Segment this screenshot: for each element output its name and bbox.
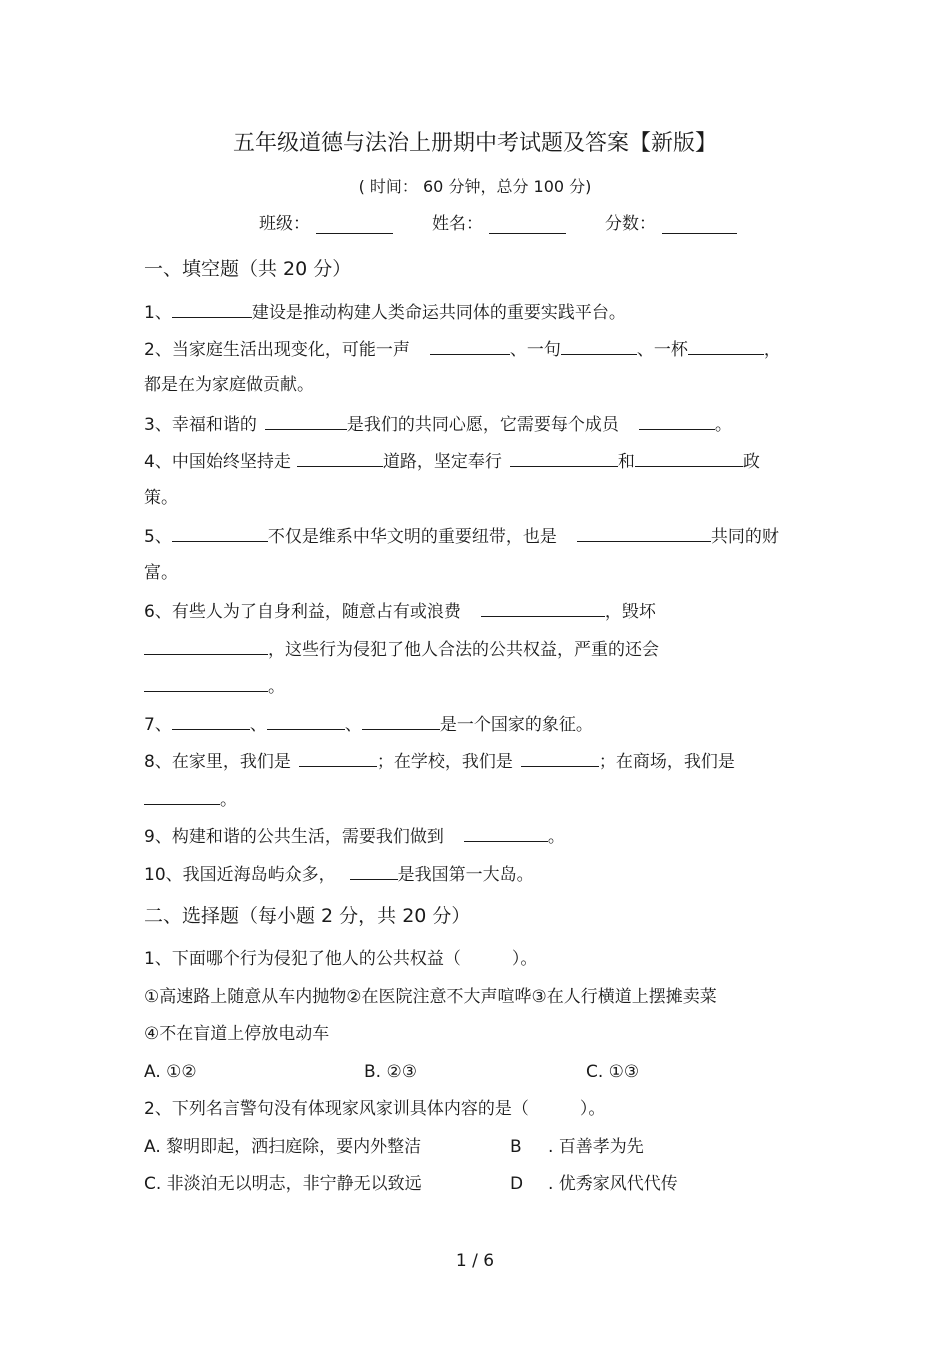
q8-text-d: 。 bbox=[220, 790, 237, 810]
q9-blank[interactable] bbox=[464, 824, 548, 842]
q2-blank-1[interactable] bbox=[430, 337, 510, 355]
q7-blank-3[interactable] bbox=[362, 712, 440, 730]
q5-blank-1[interactable] bbox=[172, 524, 268, 542]
q6-blank-2[interactable] bbox=[144, 637, 268, 655]
q4-text-d: 政 bbox=[742, 452, 760, 472]
q3-blank-1[interactable] bbox=[265, 412, 347, 430]
score-field[interactable] bbox=[662, 232, 737, 234]
q5-prefix: 5、 bbox=[144, 527, 172, 547]
q7-line bbox=[144, 712, 593, 736]
q1-prefix: 1、 bbox=[144, 303, 172, 323]
q6-text-d: 。 bbox=[268, 677, 285, 697]
q3-blank-2[interactable] bbox=[639, 412, 715, 430]
q4-text-b: 道路，坚定奉行 bbox=[382, 452, 502, 472]
q8-blank-2[interactable] bbox=[521, 749, 599, 767]
q4-text-c: 和 bbox=[617, 452, 635, 472]
q8-blank-3[interactable] bbox=[144, 787, 220, 805]
q10-blank[interactable] bbox=[350, 862, 398, 880]
q4-line-2: 策。 bbox=[144, 488, 178, 508]
q1-text: 建设是推动构建人类命运共同体的重要实践平台。 bbox=[251, 303, 626, 323]
q8-line bbox=[144, 749, 735, 773]
q5-line-2: 富。 bbox=[144, 563, 178, 583]
q4-blank-2[interactable] bbox=[510, 449, 618, 467]
mc1-option-a[interactable]: A. ①② bbox=[144, 1062, 197, 1082]
q10-line bbox=[144, 862, 534, 886]
q1-line bbox=[144, 300, 626, 324]
q5-text-b: 不仅是维系中华文明的重要纽带，也是 bbox=[267, 527, 557, 547]
q4-blank-1[interactable] bbox=[297, 449, 383, 467]
q6-blank-3[interactable] bbox=[144, 674, 268, 692]
page-number: 1 / 6 bbox=[455, 1251, 495, 1271]
q6-text-c: ，这些行为侵犯了他人合法的公共权益，严重的还会 bbox=[268, 640, 659, 660]
q8-blank-1[interactable] bbox=[299, 749, 377, 767]
q9-text-a: 9、构建和谐的公共生活，需要我们做到 bbox=[144, 827, 444, 847]
q4-line bbox=[144, 449, 760, 473]
q3-line bbox=[144, 412, 732, 436]
q7-text: 是一个国家的象征。 bbox=[439, 715, 593, 735]
q2-line-2: 都是在为家庭做贡献。 bbox=[144, 375, 314, 395]
mc1-stem: 1、下面哪个行为侵犯了他人的公共权益（ ）。 bbox=[144, 949, 538, 969]
q10-text-a: 10、我国近海岛屿众多， bbox=[144, 865, 336, 885]
mc2-option-d-text[interactable]: . 优秀家风代代传 bbox=[548, 1174, 678, 1194]
mc2-stem: 2、下列名言警句没有体现家风家训具体内容的是（ ）。 bbox=[144, 1099, 606, 1119]
mc2-option-b-letter[interactable]: B bbox=[510, 1137, 522, 1157]
q6-line bbox=[144, 599, 656, 623]
q3-text-b: 是我们的共同心愿，它需要每个成员 bbox=[346, 415, 619, 435]
mc2-option-b-text[interactable]: . 百善孝为先 bbox=[548, 1137, 644, 1157]
q8-line-2 bbox=[144, 787, 237, 811]
q8-text-c: ；在商场，我们是 bbox=[598, 752, 735, 772]
q9-text-b: 。 bbox=[547, 827, 565, 847]
q5-text-c: 共同的财 bbox=[710, 527, 779, 547]
q5-blank-2[interactable] bbox=[577, 524, 711, 542]
mc2-option-a[interactable]: A. 黎明即起，洒扫庭除，要内外整洁 bbox=[144, 1137, 422, 1157]
exam-title: 五年级道德与法治上册期中考试题及答案【新版】 bbox=[232, 131, 717, 156]
q7-blank-2[interactable] bbox=[267, 712, 345, 730]
class-field[interactable] bbox=[316, 232, 393, 234]
name-field[interactable] bbox=[489, 232, 566, 234]
mc1-statements-2: ④不在盲道上停放电动车 bbox=[144, 1024, 330, 1044]
section2-heading: 二、选择题（每小题 2 分，共 20 分） bbox=[144, 905, 471, 927]
q2-line bbox=[144, 337, 781, 361]
mc1-option-c[interactable]: C. ①③ bbox=[586, 1062, 640, 1082]
exam-subtitle: ( 时间： 60 分钟，总分 100 分) bbox=[358, 177, 592, 196]
q1-blank[interactable] bbox=[172, 300, 252, 318]
mc1-statements-1: ①高速路上随意从车内抛物②在医院注意不大声喧哗③在人行横道上摆摊卖菜 bbox=[144, 987, 717, 1007]
q2-blank-3[interactable] bbox=[688, 337, 764, 355]
mc2-option-d-letter[interactable]: D bbox=[510, 1174, 524, 1194]
q2-text-c: 、一杯 bbox=[636, 340, 688, 360]
mc2-option-c[interactable]: C. 非淡泊无以明志，非宁静无以致远 bbox=[144, 1174, 422, 1194]
q9-line bbox=[144, 824, 565, 848]
q2-blank-2[interactable] bbox=[561, 337, 637, 355]
class-label: 班级： bbox=[259, 214, 310, 234]
q6-line-3 bbox=[144, 674, 285, 698]
q8-text-b: ；在学校，我们是 bbox=[376, 752, 513, 772]
q7-sep-1: 、 bbox=[249, 715, 267, 735]
q6-text-a: 6、有些人为了自身利益，随意占有或浪费 bbox=[144, 602, 461, 622]
mc1-option-b[interactable]: B. ②③ bbox=[364, 1062, 417, 1082]
q5-line bbox=[144, 524, 779, 548]
q6-blank-1[interactable] bbox=[481, 599, 605, 617]
q3-text-a: 3、幸福和谐的 bbox=[144, 415, 257, 435]
q7-prefix: 7、 bbox=[144, 715, 172, 735]
q10-text-b: 是我国第一大岛。 bbox=[397, 865, 534, 885]
score-label: 分数： bbox=[605, 214, 656, 234]
q8-text-a: 8、在家里，我们是 bbox=[144, 752, 291, 772]
q7-blank-1[interactable] bbox=[172, 712, 250, 730]
q2-text-a: 2、当家庭生活出现变化，可能一声 bbox=[144, 340, 410, 360]
q6-line-2 bbox=[144, 637, 659, 661]
q4-blank-3[interactable] bbox=[635, 449, 743, 467]
name-label: 姓名： bbox=[432, 214, 483, 234]
q2-text-b: 、一句 bbox=[509, 340, 561, 360]
section1-heading: 一、填空题（共 20 分） bbox=[144, 258, 352, 280]
q6-text-b: ，毁坏 bbox=[604, 602, 656, 622]
q2-text-d: ， bbox=[763, 340, 781, 360]
q4-text-a: 4、中国始终坚持走 bbox=[144, 452, 291, 472]
q3-text-c: 。 bbox=[714, 415, 732, 435]
q7-sep-2: 、 bbox=[344, 715, 362, 735]
